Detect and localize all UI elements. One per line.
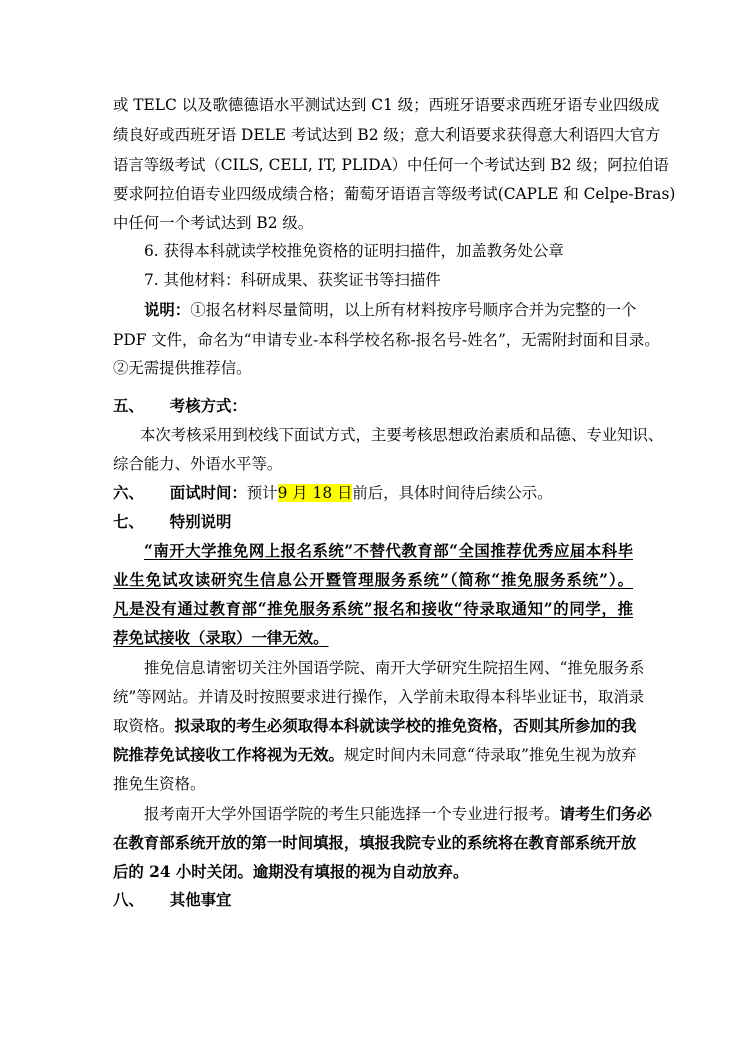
note-line: ②无需提供推荐信。	[113, 359, 252, 377]
body-line	[144, 804, 652, 824]
section-number: 八、	[113, 891, 144, 909]
body-line: 绩良好或西班牙语 DELE 考试达到 B2 级；意大利语要求获得意大利语四大官方	[113, 126, 661, 144]
body-line: 综合能力、外语水平等。	[113, 455, 283, 473]
body-line: 统”等网站。并请及时按照要求进行操作，入学前未取得本科毕业证书，取消录	[113, 688, 645, 706]
note-line: PDF 文件，命名为“申请专业-本科学校名称-报名号-姓名”，无需附封面和目录。	[113, 331, 660, 349]
body-line	[113, 716, 637, 736]
apply-bold: 请考生们务必	[559, 805, 652, 823]
section-number: 七、	[113, 513, 144, 531]
body-line: 后的 24 小时关闭。逾期没有填报的视为自动放弃。	[113, 863, 469, 881]
list-item-6: 6. 获得本科就读学校推免资格的证明扫描件，加盖教务处公章	[144, 242, 564, 260]
apply-text: 报考南开大学外国语学院的考生只能选择一个专业进行报考。	[144, 805, 560, 823]
section-title: 考核方式：	[169, 397, 247, 415]
body-line: 中任何一个考试达到 B2 级。	[113, 214, 314, 232]
section-title: 特别说明	[169, 513, 232, 531]
info-text: 规定时间内未同意“待录取”推免生视为放弃	[343, 746, 637, 764]
info-bold: 拟录取的考生必须取得本科就读学校的推免资格，否则其所参加的我	[174, 717, 637, 735]
body-line: 或 TELC 以及歌德德语水平测试达到 C1 级；西班牙语要求西班牙语专业四级成	[113, 96, 660, 114]
special-line: 业生免试攻读研究生信息公开暨管理服务系统”（简称“推免服务系统”）。	[113, 571, 633, 589]
body-line: 在教育部系统开放的第一时间填报，填报我院专业的系统将在教育部系统开放	[113, 834, 637, 852]
body-line: 语言等级考试（CILS, CELI, IT, PLIDA）中任何一个考试达到 B2 级；阿拉伯语	[113, 156, 669, 174]
note-text: ①报名材料尽量简明，以上所有材料按序号顺序合并为完整的一个	[190, 301, 637, 319]
body-line: 要求阿拉伯语专业四级成绩合格；葡萄牙语语言等级考试(CAPLE 和 Celpe-Bras)	[113, 185, 676, 203]
special-line: 荐免试接收（录取）一律无效。	[113, 629, 329, 647]
info-text: 取资格。	[113, 717, 175, 735]
info-bold: 院推荐免试接收工作将视为无效。	[113, 746, 344, 764]
note-line	[144, 300, 637, 320]
interview-post: 前后，具体时间待后续公示。	[352, 484, 553, 502]
section-heading-5	[113, 396, 633, 416]
body-line: 推免信息请密切关注外国语学院、南开大学研究生院招生网、“推免服务系	[144, 659, 645, 677]
note-label: 说明：	[144, 301, 191, 319]
body-line: 本次考核采用到校线下面试方式，主要考核思想政治素质和品德、专业知识、	[140, 426, 664, 444]
interview-pre: 预计	[246, 484, 278, 502]
special-line: 凡是没有通过教育部“推免服务系统”报名和接收“待录取通知”的同学，推	[113, 600, 633, 618]
section-number: 六、	[113, 484, 144, 502]
section-number: 五、	[113, 397, 144, 415]
special-line: “南开大学推免网上报名系统”不替代教育部“全国推荐优秀应届本科毕	[144, 542, 633, 560]
section-heading-8	[113, 890, 633, 910]
section-heading-7	[113, 512, 633, 532]
section-title: 面试时间：	[169, 484, 247, 502]
section-heading-6	[113, 483, 633, 503]
section-title: 其他事宜	[169, 891, 232, 909]
body-line: 推免生资格。	[113, 775, 206, 793]
list-item-7: 7. 其他材料：科研成果、获奖证书等扫描件	[144, 271, 441, 289]
interview-date-highlight: 9 月 18 日	[277, 484, 353, 502]
body-line	[113, 745, 637, 765]
